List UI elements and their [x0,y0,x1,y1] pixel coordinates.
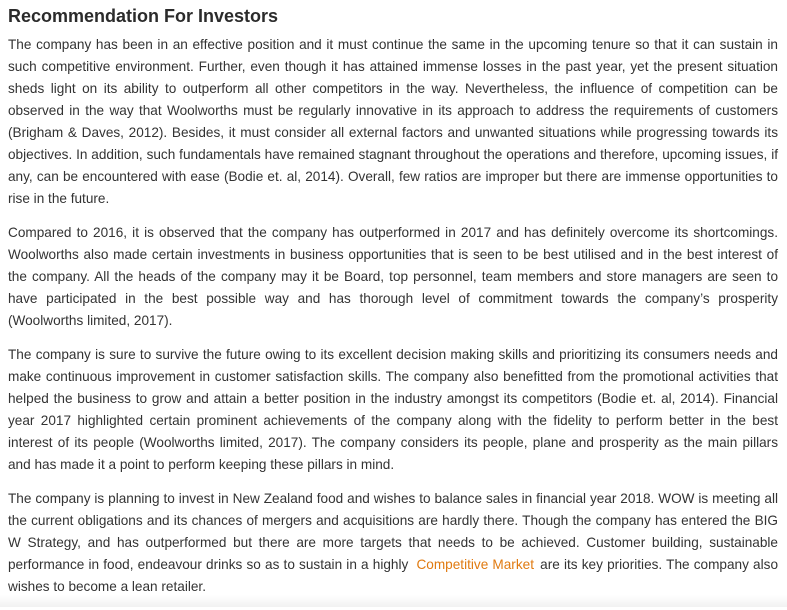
paragraph-4-text-start: The company is planning to invest in New Zealand food and wishes to balance sales in financial year 2018. WOW is meeting all the current obligations and its chances of mergers and acquisitions are hardly there. Though the company has entered the BIG W Strategy, and has outperformed but there are more targets that needs to be achieved. Customer building, sustainable performance in food, endeavour drinks so as to sustain in a highly [8,491,778,572]
paragraph-1: The company has been in an effective position and it must continue the same in the upcoming tenure so that it can sustain in such competitive environment. Further, even though it has attained immense losses in the past year, yet the present situation sheds light on its ability to outperform all other competitors in the way. Nevertheless, the influence of competition can be observed in the way that Woolworths must be regularly innovative in its approach to address the requirements of customers (Brigham & Daves, 2012). Besides, it must consider all external factors and unwanted situations while progressing towards its objectives. In addition, such fundamentals have remained stagnant throughout the operations and therefore, upcoming issues, if any, can be encountered with ease (Bodie et. al, 2014). Overall, few ratios are improper but there are immense opportunities to rise in the future. [8,37,778,206]
paragraph-2: Compared to 2016, it is observed that the company has outperformed in 2017 and has definitely overcome its shortcomings. Woolworths also made certain investments in business opportunities that is seen to be best utilised and in the best interest of the company. All the heads of the company may it be Board, top personnel, team members and store managers are seen to have participated in the best possible way and has thorough level of commitment towards the company’s prosperity (Woolworths limited, 2017). [8,225,778,328]
section-heading: Recommendation For Investors [8,6,279,26]
paragraph-4-text-end: are its key priorities. The company also wishes to become a lean retailer. [8,557,778,594]
article [8,4,778,610]
paragraph-3: The company is sure to survive the future owing to its excellent decision making skills and prioritizing its consumers needs and make continuous improvement in customer satisfaction skills. The company also benefitted from the promotional activities that helped the business to grow and attain a better position in the industry amongst its competitors (Bodie et. al, 2014). Financial year 2017 highlighted certain prominent achievements of the company along with the fidelity to perform better in the best interest of its people (Woolworths limited, 2017). The company considers its people, plane and prosperity as the main pillars and has made it a point to perform keeping these pillars in mind. [8,347,778,472]
competitive-market-link[interactable]: Competitive Market [416,557,534,572]
bottom-fade [0,595,787,607]
paragraph-4 [8,488,778,598]
